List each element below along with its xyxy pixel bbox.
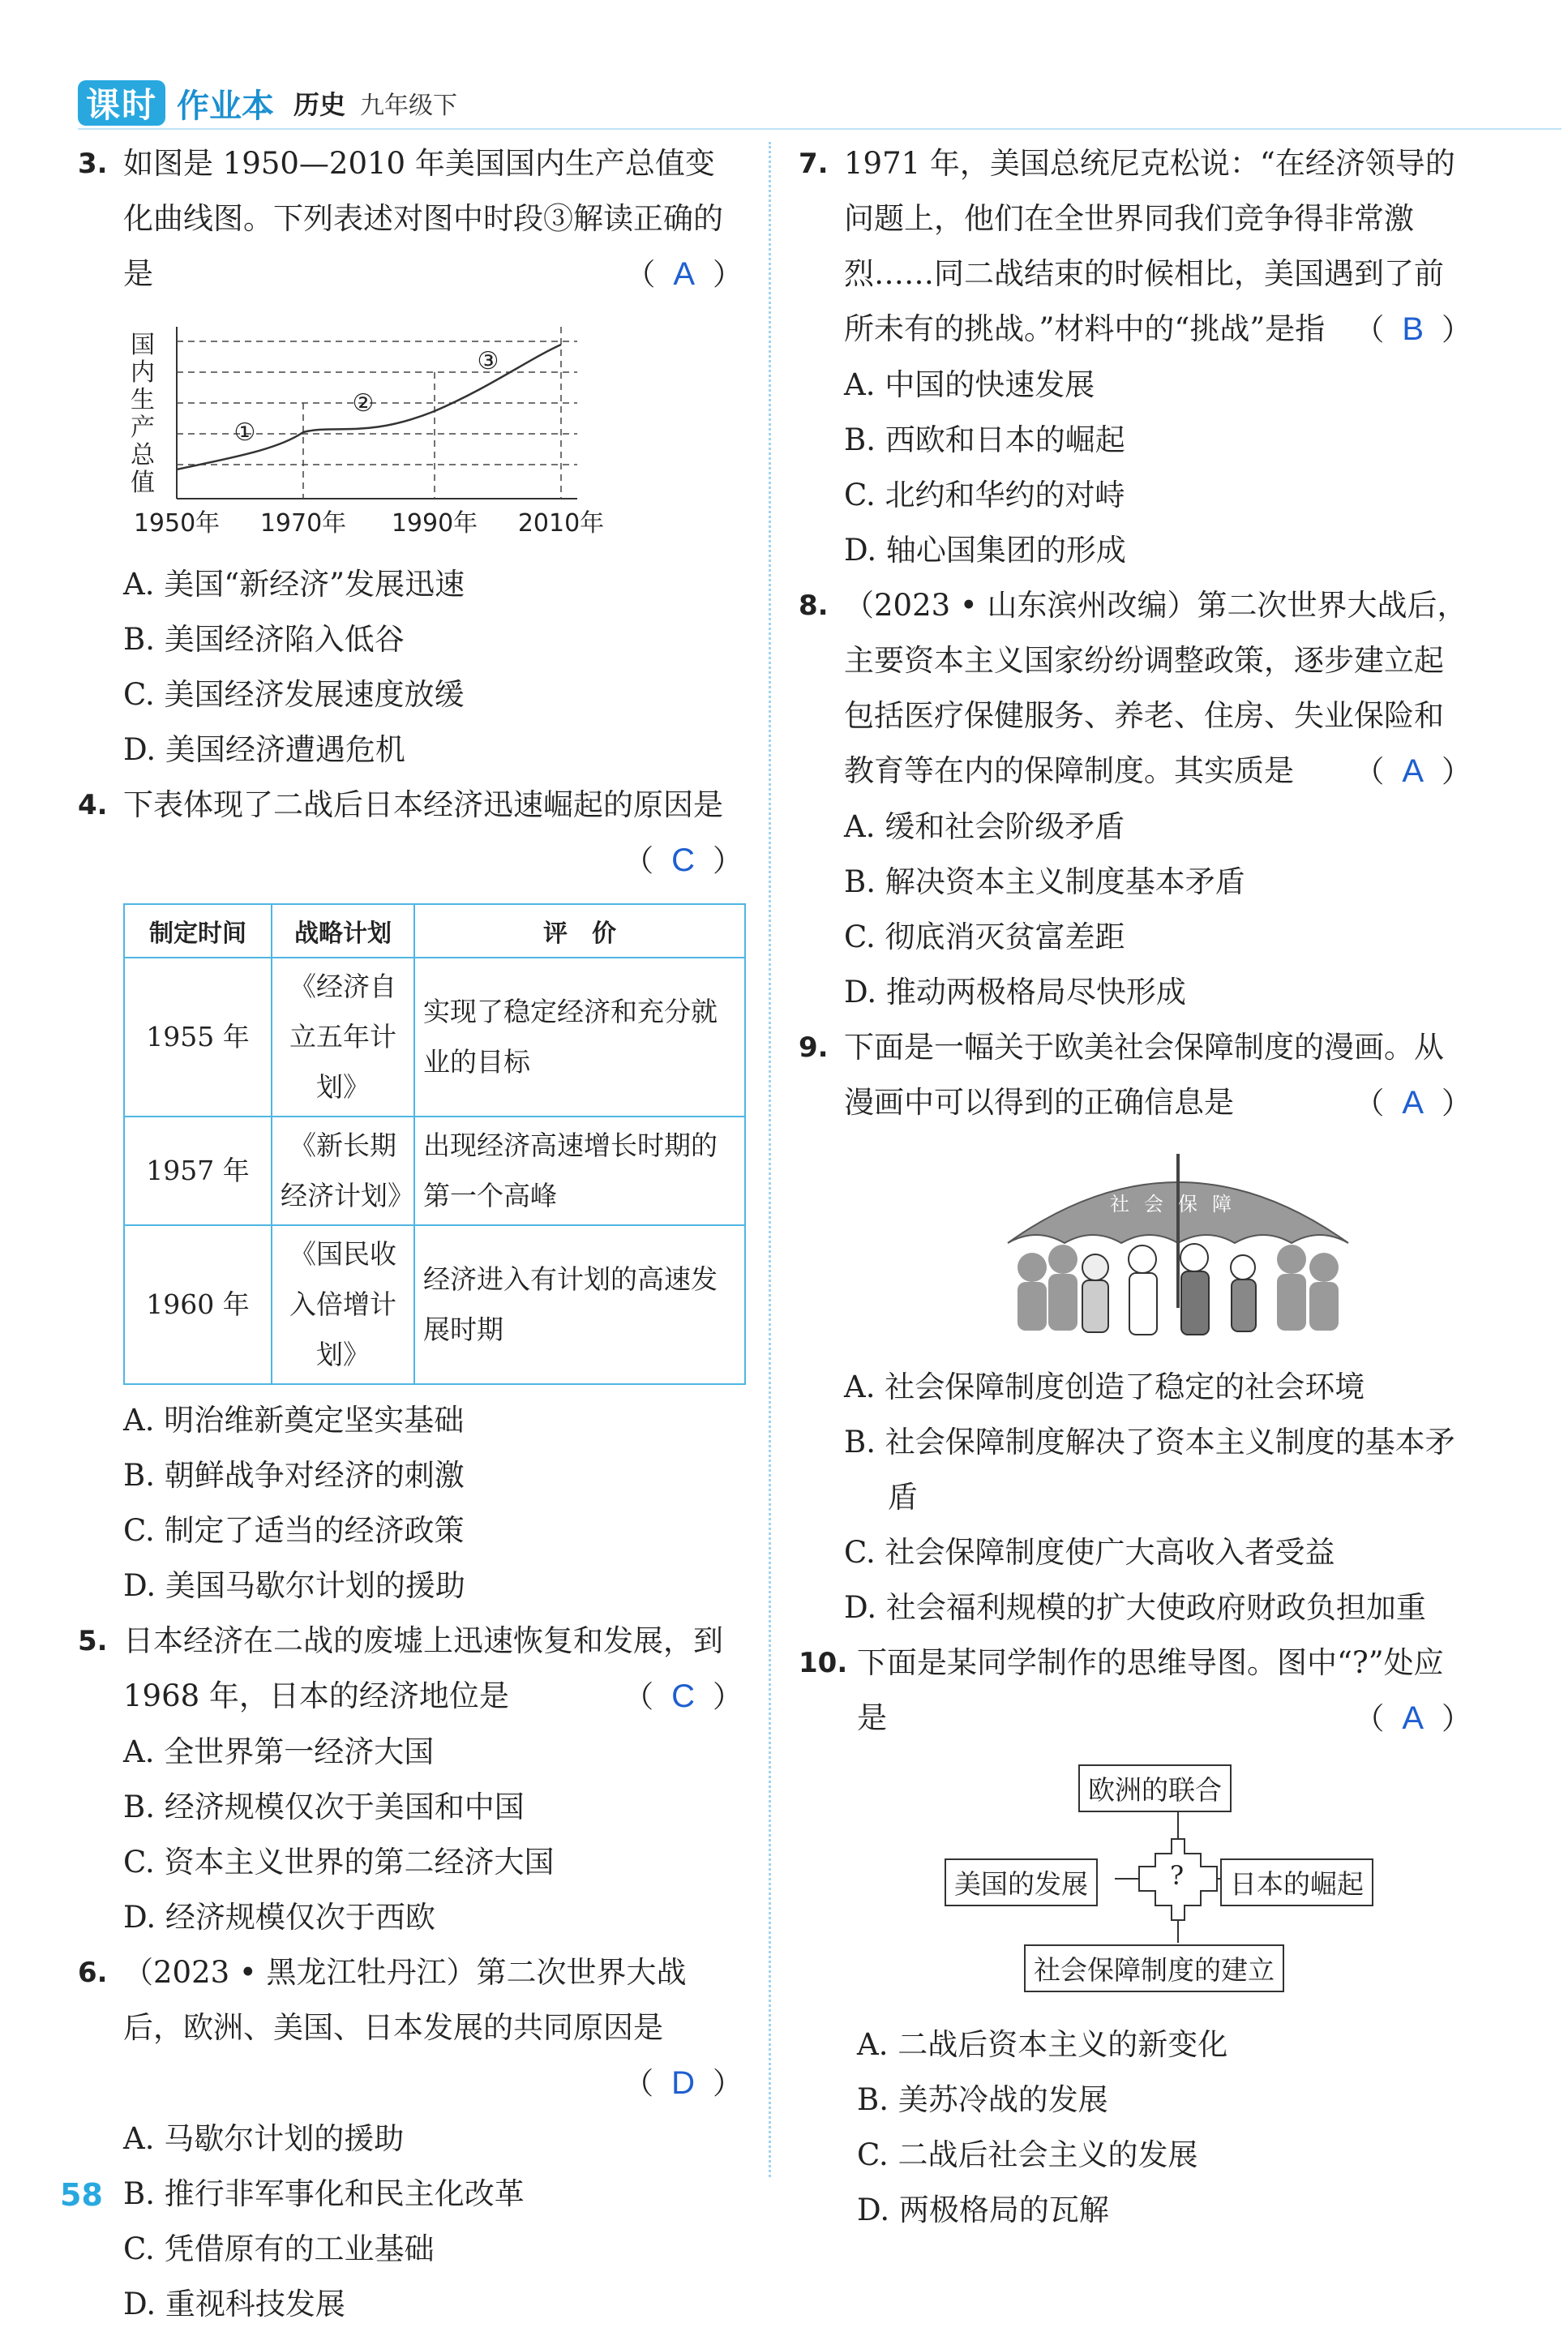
table-header: 制定时间 — [124, 904, 272, 958]
option-d: D. 推动两极格局尽快形成 — [844, 975, 1186, 1010]
mind-map-bottom-node: 社会保障制度的建立 — [1024, 1944, 1284, 1992]
right-column — [799, 136, 1472, 2238]
option-d: D. 经济规模仅次于西欧 — [123, 1900, 435, 1935]
option-d: D. 美国马歇尔计划的援助 — [123, 1568, 465, 1603]
segment-1-label: ① — [233, 418, 256, 447]
mind-map — [799, 1764, 1472, 2008]
answer-letter: A — [673, 256, 695, 292]
question-text: （2023 • 黑龙江牡丹江）第二次世界大战后，欧洲、美国、日本发展的共同原因是 — [123, 1955, 687, 2045]
answer-letter: A — [1402, 1085, 1424, 1121]
table-cell: 《新长期经济计划》 — [272, 1117, 414, 1225]
question-text: 下面是一幅关于欧美社会保障制度的漫画。从漫画中可以得到的正确信息是 — [844, 1030, 1444, 1120]
answer-bracket: （ A ） — [1354, 753, 1472, 789]
x-tick-2010: 2010年 — [517, 509, 605, 538]
mind-map-right-node: 日本的崛起 — [1220, 1858, 1373, 1906]
answer-bracket: （ B ） — [1354, 311, 1472, 347]
question-7 — [799, 136, 1472, 578]
answer-bracket: （ A ） — [625, 256, 743, 292]
question-number: 7. — [799, 148, 829, 180]
header-divider — [78, 128, 1562, 130]
table-cell: 1960 年 — [124, 1225, 272, 1384]
answer-letter: A — [1402, 753, 1424, 789]
option-b: B. 解决资本主义制度基本矛盾 — [844, 864, 1245, 899]
question-text: 日本经济在二战的废墟上迅速恢复和发展，到 1968 年，日本的经济地位是 — [123, 1623, 723, 1713]
grid-lines — [177, 327, 577, 499]
option-b: B. 朝鲜战争对经济的刺激 — [123, 1458, 465, 1493]
chart-ylabel-text: 国内生产总值 — [131, 331, 155, 497]
question-text: 1971 年，美国总统尼克松说：“在经济领导的问题上，他们在全世界同我们竞争得非常激烈……同二战结束的时候相比，美国遇到了前所未有的挑战。”材料中的“挑战”是指 — [844, 146, 1455, 346]
gdp-chart — [123, 311, 626, 546]
table-row — [124, 958, 745, 1117]
question-6 — [78, 1945, 743, 2332]
option-a: A. 明治维新奠定坚实基础 — [123, 1403, 465, 1438]
question-number: 10. — [799, 1647, 848, 1679]
table-header: 战略计划 — [272, 904, 414, 958]
answer-letter: A — [1402, 1700, 1424, 1736]
umbrella-cartoon — [1000, 1146, 1356, 1348]
question-3 — [78, 136, 743, 778]
x-tick-1990: 1990年 — [391, 509, 478, 538]
answer-letter: D — [671, 2065, 695, 2101]
answer-bracket: （ D ） — [623, 2065, 743, 2101]
umbrella-text: 社会保障 — [1110, 1193, 1246, 1215]
answer-bracket: （ A ） — [1354, 1700, 1472, 1736]
option-a: A. 马歇尔计划的援助 — [123, 2121, 405, 2156]
japan-plans-table — [123, 903, 746, 1385]
chart-ylabel — [131, 331, 156, 497]
page-header — [78, 75, 457, 131]
option-b: B. 美苏冷战的发展 — [857, 2082, 1108, 2117]
question-text: （2023 • 山东滨州改编）第二次世界大战后，主要资本主义国家纷纷调整政策，逐步建立起包括医疗保健服务、养老、住房、失业保险和教育等在内的保障制度。其实质是 — [844, 588, 1467, 788]
option-a: A. 全世界第一经济大国 — [123, 1734, 435, 1769]
option-a: A. 缓和社会阶级矛盾 — [844, 809, 1125, 844]
question-text: 下面是某同学制作的思维导图。图中“?”处应是 — [857, 1645, 1444, 1735]
option-c: C. 二战后社会主义的发展 — [857, 2137, 1198, 2172]
option-c: C. 制定了适当的经济政策 — [123, 1513, 465, 1548]
option-b: B. 西欧和日本的崛起 — [844, 422, 1125, 457]
subject-label: 历史 — [293, 89, 346, 120]
question-number: 8. — [799, 589, 829, 622]
table-cell: 出现经济高速增长时期的第一个高峰 — [414, 1117, 745, 1225]
mind-map-top-node: 欧洲的联合 — [1078, 1764, 1232, 1812]
x-tick-1970: 1970年 — [259, 509, 347, 538]
table-header: 评 价 — [414, 904, 745, 958]
question-text: 如图是 1950—2010 年美国国内生产总值变化曲线图。下列表述对图中时段③解读正确的是 — [123, 146, 723, 291]
question-number: 4. — [78, 789, 108, 821]
answer-bracket: （ C ） — [623, 1678, 743, 1714]
page-number: 58 — [60, 2177, 103, 2213]
table-row — [124, 1225, 745, 1384]
table-header-row — [124, 904, 745, 958]
answer-letter: C — [671, 1678, 695, 1714]
table-cell: 《经济自立五年计划》 — [272, 958, 414, 1117]
segment-2-label: ② — [352, 389, 375, 418]
segment-3-label: ③ — [477, 347, 499, 375]
option-d: D. 社会福利规模的扩大使政府财政负担加重 — [844, 1590, 1426, 1625]
table-cell: 经济进入有计划的高速发展时期 — [414, 1225, 745, 1384]
people-under-umbrella — [1082, 1244, 1256, 1335]
question-number: 5. — [78, 1625, 108, 1657]
option-b: B. 社会保障制度解决了资本主义制度的基本矛盾 — [844, 1425, 1455, 1515]
question-5 — [78, 1614, 743, 1945]
question-10 — [799, 1635, 1472, 2238]
option-a: A. 美国“新经济”发展迅速 — [123, 567, 465, 602]
mind-map-center-node: ? — [1170, 1860, 1185, 1891]
option-c: C. 美国经济发展速度放缓 — [123, 677, 465, 712]
option-a: A. 社会保障制度创造了稳定的社会环境 — [844, 1370, 1365, 1404]
question-text: 下表体现了二战后日本经济迅速崛起的原因是 — [123, 787, 723, 822]
table-cell: 1955 年 — [124, 958, 272, 1117]
option-c: C. 彻底消灭贫富差距 — [844, 920, 1125, 954]
option-a: A. 二战后资本主义的新变化 — [857, 2027, 1228, 2062]
question-9 — [799, 1020, 1472, 1635]
option-c: C. 凭借原有的工业基础 — [123, 2231, 435, 2266]
mind-map-left-node: 美国的发展 — [945, 1858, 1098, 1906]
book-logo: 课时 — [78, 80, 165, 126]
table-row — [124, 1117, 745, 1225]
book-title: 作业本 — [177, 87, 275, 125]
question-number: 6. — [78, 1957, 108, 1989]
option-d: D. 轴心国集团的形成 — [844, 533, 1126, 568]
option-d: D. 重视科技发展 — [123, 2287, 345, 2321]
option-b: B. 推行非军事化和民主化改革 — [123, 2176, 525, 2211]
answer-bracket: （ A ） — [1354, 1085, 1472, 1121]
column-divider — [769, 142, 771, 2177]
question-8 — [799, 578, 1472, 1020]
question-number: 9. — [799, 1031, 829, 1064]
grade-label: 九年级下 — [360, 92, 458, 120]
option-b: B. 美国经济陷入低谷 — [123, 622, 405, 657]
option-b: B. 经济规模仅次于美国和中国 — [123, 1790, 525, 1824]
table-cell: 1957 年 — [124, 1117, 272, 1225]
option-c: C. 北约和华约的对峙 — [844, 478, 1125, 512]
option-c: C. 资本主义世界的第二经济大国 — [123, 1845, 555, 1880]
answer-letter: C — [671, 842, 695, 878]
question-number: 3. — [78, 148, 108, 180]
answer-bracket: （ C ） — [623, 842, 743, 878]
answer-letter: B — [1402, 311, 1424, 347]
option-a: A. 中国的快速发展 — [844, 367, 1095, 402]
option-d: D. 美国经济遭遇危机 — [123, 732, 405, 767]
question-4 — [78, 778, 743, 1614]
option-d: D. 两极格局的瓦解 — [857, 2193, 1109, 2227]
left-column — [78, 136, 743, 2332]
option-c: C. 社会保障制度使广大高收入者受益 — [844, 1535, 1335, 1570]
x-tick-1950: 1950年 — [133, 509, 221, 538]
table-cell: 实现了稳定经济和充分就业的目标 — [414, 958, 745, 1117]
table-cell: 《国民收入倍增计划》 — [272, 1225, 414, 1384]
